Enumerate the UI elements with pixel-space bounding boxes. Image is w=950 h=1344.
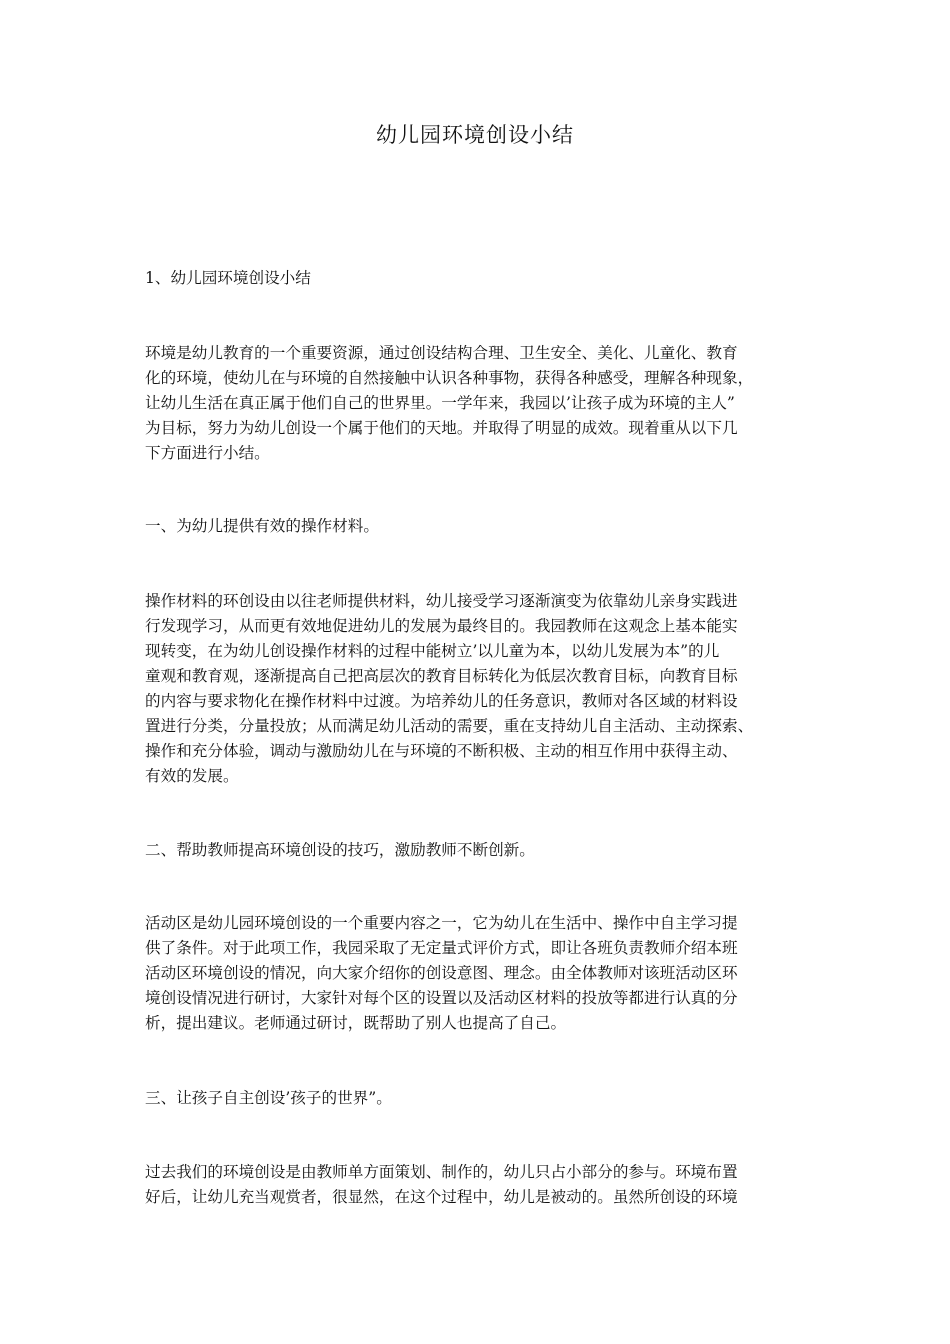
heading-3: 三、让孩子自主创设’孩子的世界”。 <box>145 1089 392 1107</box>
paragraph-line: 下方面进行小结。 <box>145 444 270 462</box>
heading-1: 一、为幼儿提供有效的操作材料。 <box>145 517 379 535</box>
paragraph-line: 活动区环境创设的情况，向大家介绍你的创设意图、理念。由全体教师对该班活动区环 <box>145 964 738 982</box>
heading-2: 二、帮助教师提高环境创设的技巧，激励教师不断创新。 <box>145 841 535 859</box>
paragraph-line: 童观和教育观，逐渐提高自己把高层次的教育目标转化为低层次教育目标，向教育目标 <box>145 667 738 685</box>
paragraph-line: 环境是幼儿教育的一个重要资源，通过创设结构合理、卫生安全、美化、儿童化、教育 <box>145 344 738 362</box>
section-heading: 1、幼儿园环境创设小结 <box>145 269 311 287</box>
paragraph-line: 为目标，努力为幼儿创设一个属于他们的天地。并取得了明显的成效。现着重从以下几 <box>145 419 738 437</box>
document-title: 幼儿园环境创设小结 <box>376 123 574 147</box>
paragraph-line: 行发现学习，从而更有效地促进幼儿的发展为最终目的。我园教师在这观念上基本能实 <box>145 617 738 635</box>
paragraph-1 <box>145 589 810 789</box>
paragraph-2 <box>145 911 810 1036</box>
paragraph-line: 置进行分类，分量投放；从而满足幼儿活动的需要，重在支持幼儿自主活动、主动探索、 <box>145 717 754 735</box>
paragraph-3 <box>145 1160 810 1210</box>
paragraph-line: 让幼儿生活在真正属于他们自己的世界里。一学年来，我园以’让孩子成为环境的主人” <box>145 394 735 412</box>
paragraph-line: 现转变，在为幼儿创设操作材料的过程中能树立’以儿童为本，以幼儿发展为本”的儿 <box>145 642 720 660</box>
intro-paragraph <box>145 341 810 466</box>
paragraph-line: 好后，让幼儿充当观赏者，很显然，在这个过程中，幼儿是被动的。虽然所创设的环境 <box>145 1188 738 1206</box>
paragraph-line: 操作和充分体验，调动与激励幼儿在与环境的不断积极、主动的相互作用中获得主动、 <box>145 742 738 760</box>
paragraph-line: 析，提出建议。老师通过研讨，既帮助了别人也提高了自己。 <box>145 1014 567 1032</box>
paragraph-line: 的内容与要求物化在操作材料中过渡。为培养幼儿的任务意识，教师对各区域的材料设 <box>145 692 738 710</box>
paragraph-line: 境创设情况进行研讨，大家针对每个区的设置以及活动区材料的投放等都进行认真的分 <box>145 989 738 1007</box>
paragraph-line: 有效的发展。 <box>145 767 239 785</box>
paragraph-line: 活动区是幼儿园环境创设的一个重要内容之一，它为幼儿在生活中、操作中自主学习提 <box>145 914 738 932</box>
paragraph-line: 供了条件。对于此项工作，我园采取了无定量式评价方式，即让各班负责教师介绍本班 <box>145 939 738 957</box>
paragraph-line: 化的环境，使幼儿在与环境的自然接触中认识各种事物，获得各种感受，理解各种现象， <box>145 369 754 387</box>
paragraph-line: 过去我们的环境创设是由教师单方面策划、制作的，幼儿只占小部分的参与。环境布置 <box>145 1163 738 1181</box>
paragraph-line: 操作材料的环创设由以往老师提供材料，幼儿接受学习逐渐演变为依靠幼儿亲身实践进 <box>145 592 738 610</box>
